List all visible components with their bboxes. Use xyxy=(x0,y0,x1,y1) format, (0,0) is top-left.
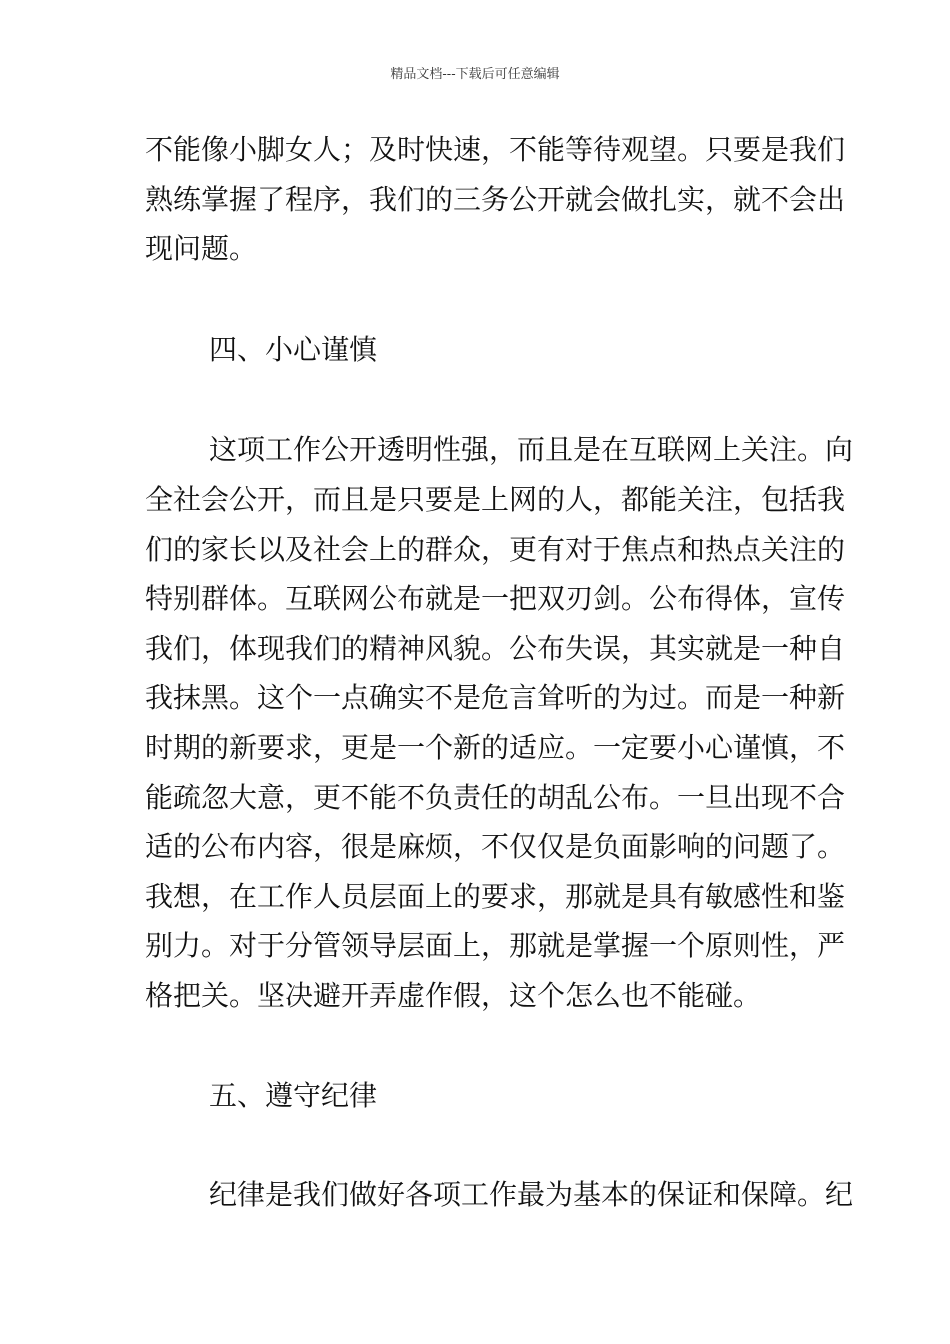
text-line: 我想，在工作人员层面上的要求，那就是具有敏感性和鉴 xyxy=(145,879,846,913)
text-line: 我抹黑。这个一点确实不是危言耸听的为过。而是一种新 xyxy=(145,681,846,715)
text-line: 们的家长以及社会上的群众，更有对于焦点和热点关注的 xyxy=(145,532,846,566)
text-line: 这项工作公开透明性强，而且是在互联网上关注。向 xyxy=(209,433,854,467)
text-line: 全社会公开，而且是只要是上网的人，都能关注，包括我 xyxy=(145,482,846,516)
section-heading-4: 四、小心谨慎 xyxy=(209,332,378,366)
text-line: 格把关。坚决避开弄虚作假，这个怎么也不能碰。 xyxy=(145,978,762,1012)
text-line: 纪律是我们做好各项工作最为基本的保证和保障。纪 xyxy=(209,1178,854,1212)
section-4-paragraph xyxy=(145,425,854,1020)
text-line: 适的公布内容，很是麻烦，不仅仅是负面影响的问题了。 xyxy=(145,830,846,864)
document-body xyxy=(145,125,854,1220)
section-5-paragraph xyxy=(145,1170,854,1220)
text-line: 特别群体。互联网公布就是一把双刃剑。公布得体，宣传 xyxy=(145,582,846,616)
paragraph-continuation xyxy=(145,125,846,274)
text-line: 别力。对于分管领导层面上，那就是掌握一个原则性，严 xyxy=(145,929,846,963)
text-line: 现问题。 xyxy=(145,232,258,266)
text-line: 时期的新要求，更是一个新的适应。一定要小心谨慎，不 xyxy=(145,730,846,764)
text-line: 熟练掌握了程序，我们的三务公开就会做扎实，就不会出 xyxy=(145,182,846,216)
section-heading-5: 五、遵守纪律 xyxy=(209,1078,378,1112)
text-line: 能疏忽大意，更不能不负责任的胡乱公布。一旦出现不合 xyxy=(145,780,846,814)
text-line: 我们，体现我们的精神风貌。公布失误，其实就是一种自 xyxy=(145,631,846,665)
page-header: 精品文档---下载后可任意编辑 xyxy=(390,67,560,82)
text-line: 不能像小脚女人；及时快速，不能等待观望。只要是我们 xyxy=(145,133,846,166)
